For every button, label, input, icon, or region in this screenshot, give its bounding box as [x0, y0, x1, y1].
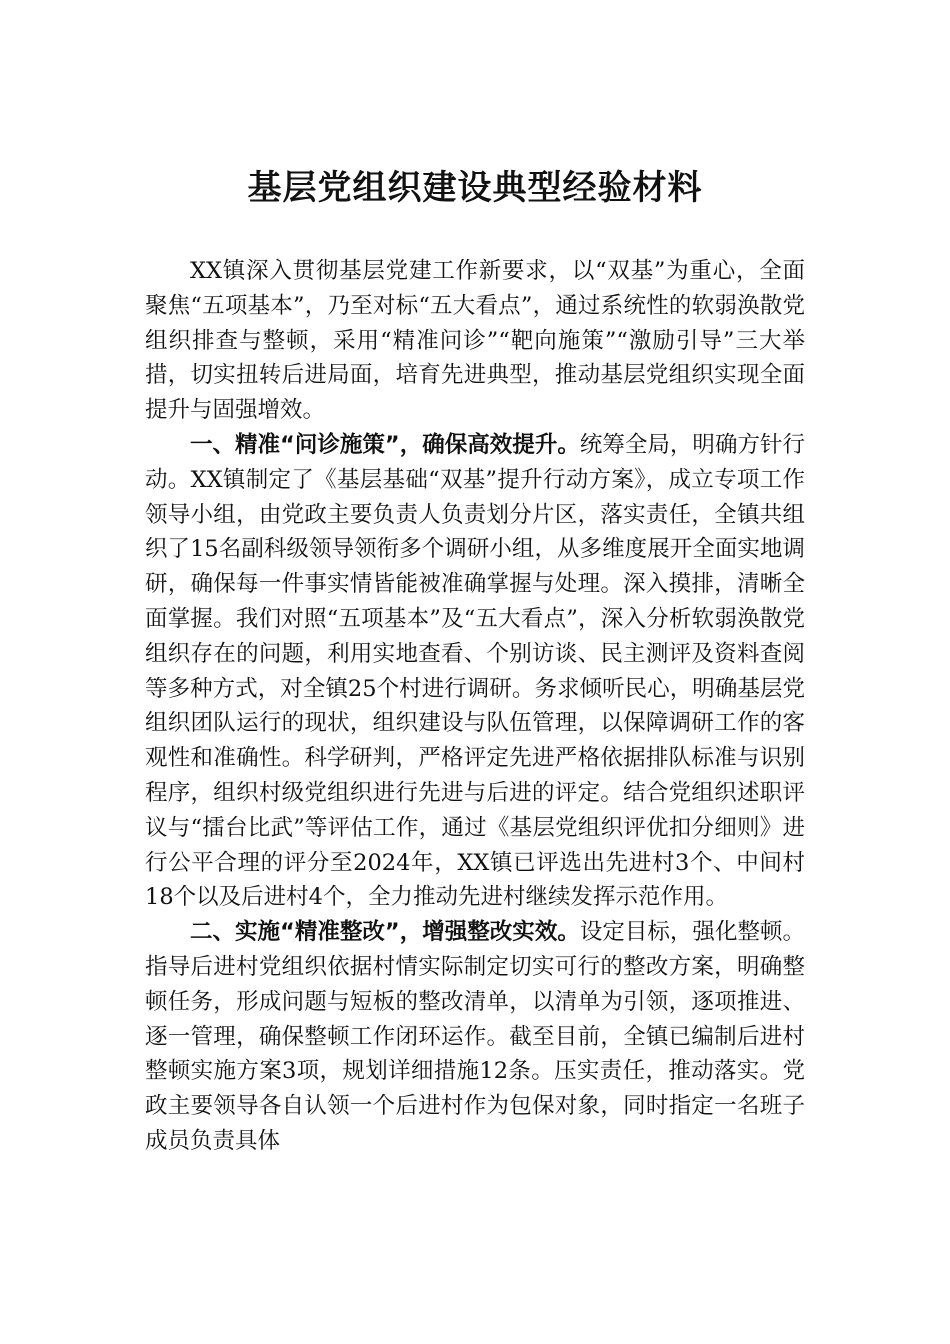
section-2-paragraph: [145, 915, 805, 1159]
section-2-heading: 二、实施“精准整改”，增强整改实效。: [190, 919, 580, 946]
section-1-paragraph: [145, 428, 805, 915]
document-body: [145, 254, 805, 1159]
section-2-body: 设定目标，强化整顿。指导后进村党组织依据村情实际制定切实可行的整改方案，明确整顿任务，形成问题与短板的整改清单，以清单为引领，逐项推进、逐一管理，确保整顿工作闭环运作。截至目前，全镇已编制后进村整顿实施方案3项，规划详细措施12条。压实责任，推动落实。党政主要领导各自认领一个后进村作为包保对象，同时指定一名班子成员负责具体: [145, 919, 805, 1154]
document-title: 基层党组织建设典型经验材料: [247, 168, 703, 208]
section-1-body: 统筹全局，明确方针行动。XX镇制定了《基层基础“双基”提升行动方案》，成立专项工作领导小组，由党政主要负责人负责划分片区，落实责任，全镇共组织了15名副科级领导领衔多个调研小组，从多维度展开全面实地调研，确保每一件事实情皆能被准确掌握与处理。深入摸排，清晰全面掌握。我们对照“五项基本”及“五大看点”，深入分析软弱涣散党组织存在的问题，利用实地查看、个别访谈、民主测评及资料查阅等多种方式，对全镇25个村进行调研。务求倾听民心，明确基层党组织团队运行的现状，组织建设与队伍管理，以保障调研工作的客观性和准确性。科学研判，严格评定先进严格依据排队标准与识别程序，组织村级党组织进行先进与后进的评定。结合党组织述职评议与“擂台比武”等评估工作，通过《基层党组织评优扣分细则》进行公平合理的评分至2024年，XX镇已评选出先进村3个、中间村18个以及后进村4个，全力推动先进村继续发挥示范作用。: [145, 431, 805, 911]
section-1-heading: 一、精准“问诊施策”，确保高效提升。: [190, 431, 580, 458]
intro-paragraph: XX镇深入贯彻基层党建工作新要求，以“双基”为重心，全面聚焦“五项基本”，乃至对标“五大看点”，通过系统性的软弱涣散党组织排查与整顿，采用“精准问诊”“靶向施策”“激励引导”三大举措，切实扭转后进局面，培育先进典型，推动基层党组织实现全面提升与固强增效。: [145, 258, 805, 424]
